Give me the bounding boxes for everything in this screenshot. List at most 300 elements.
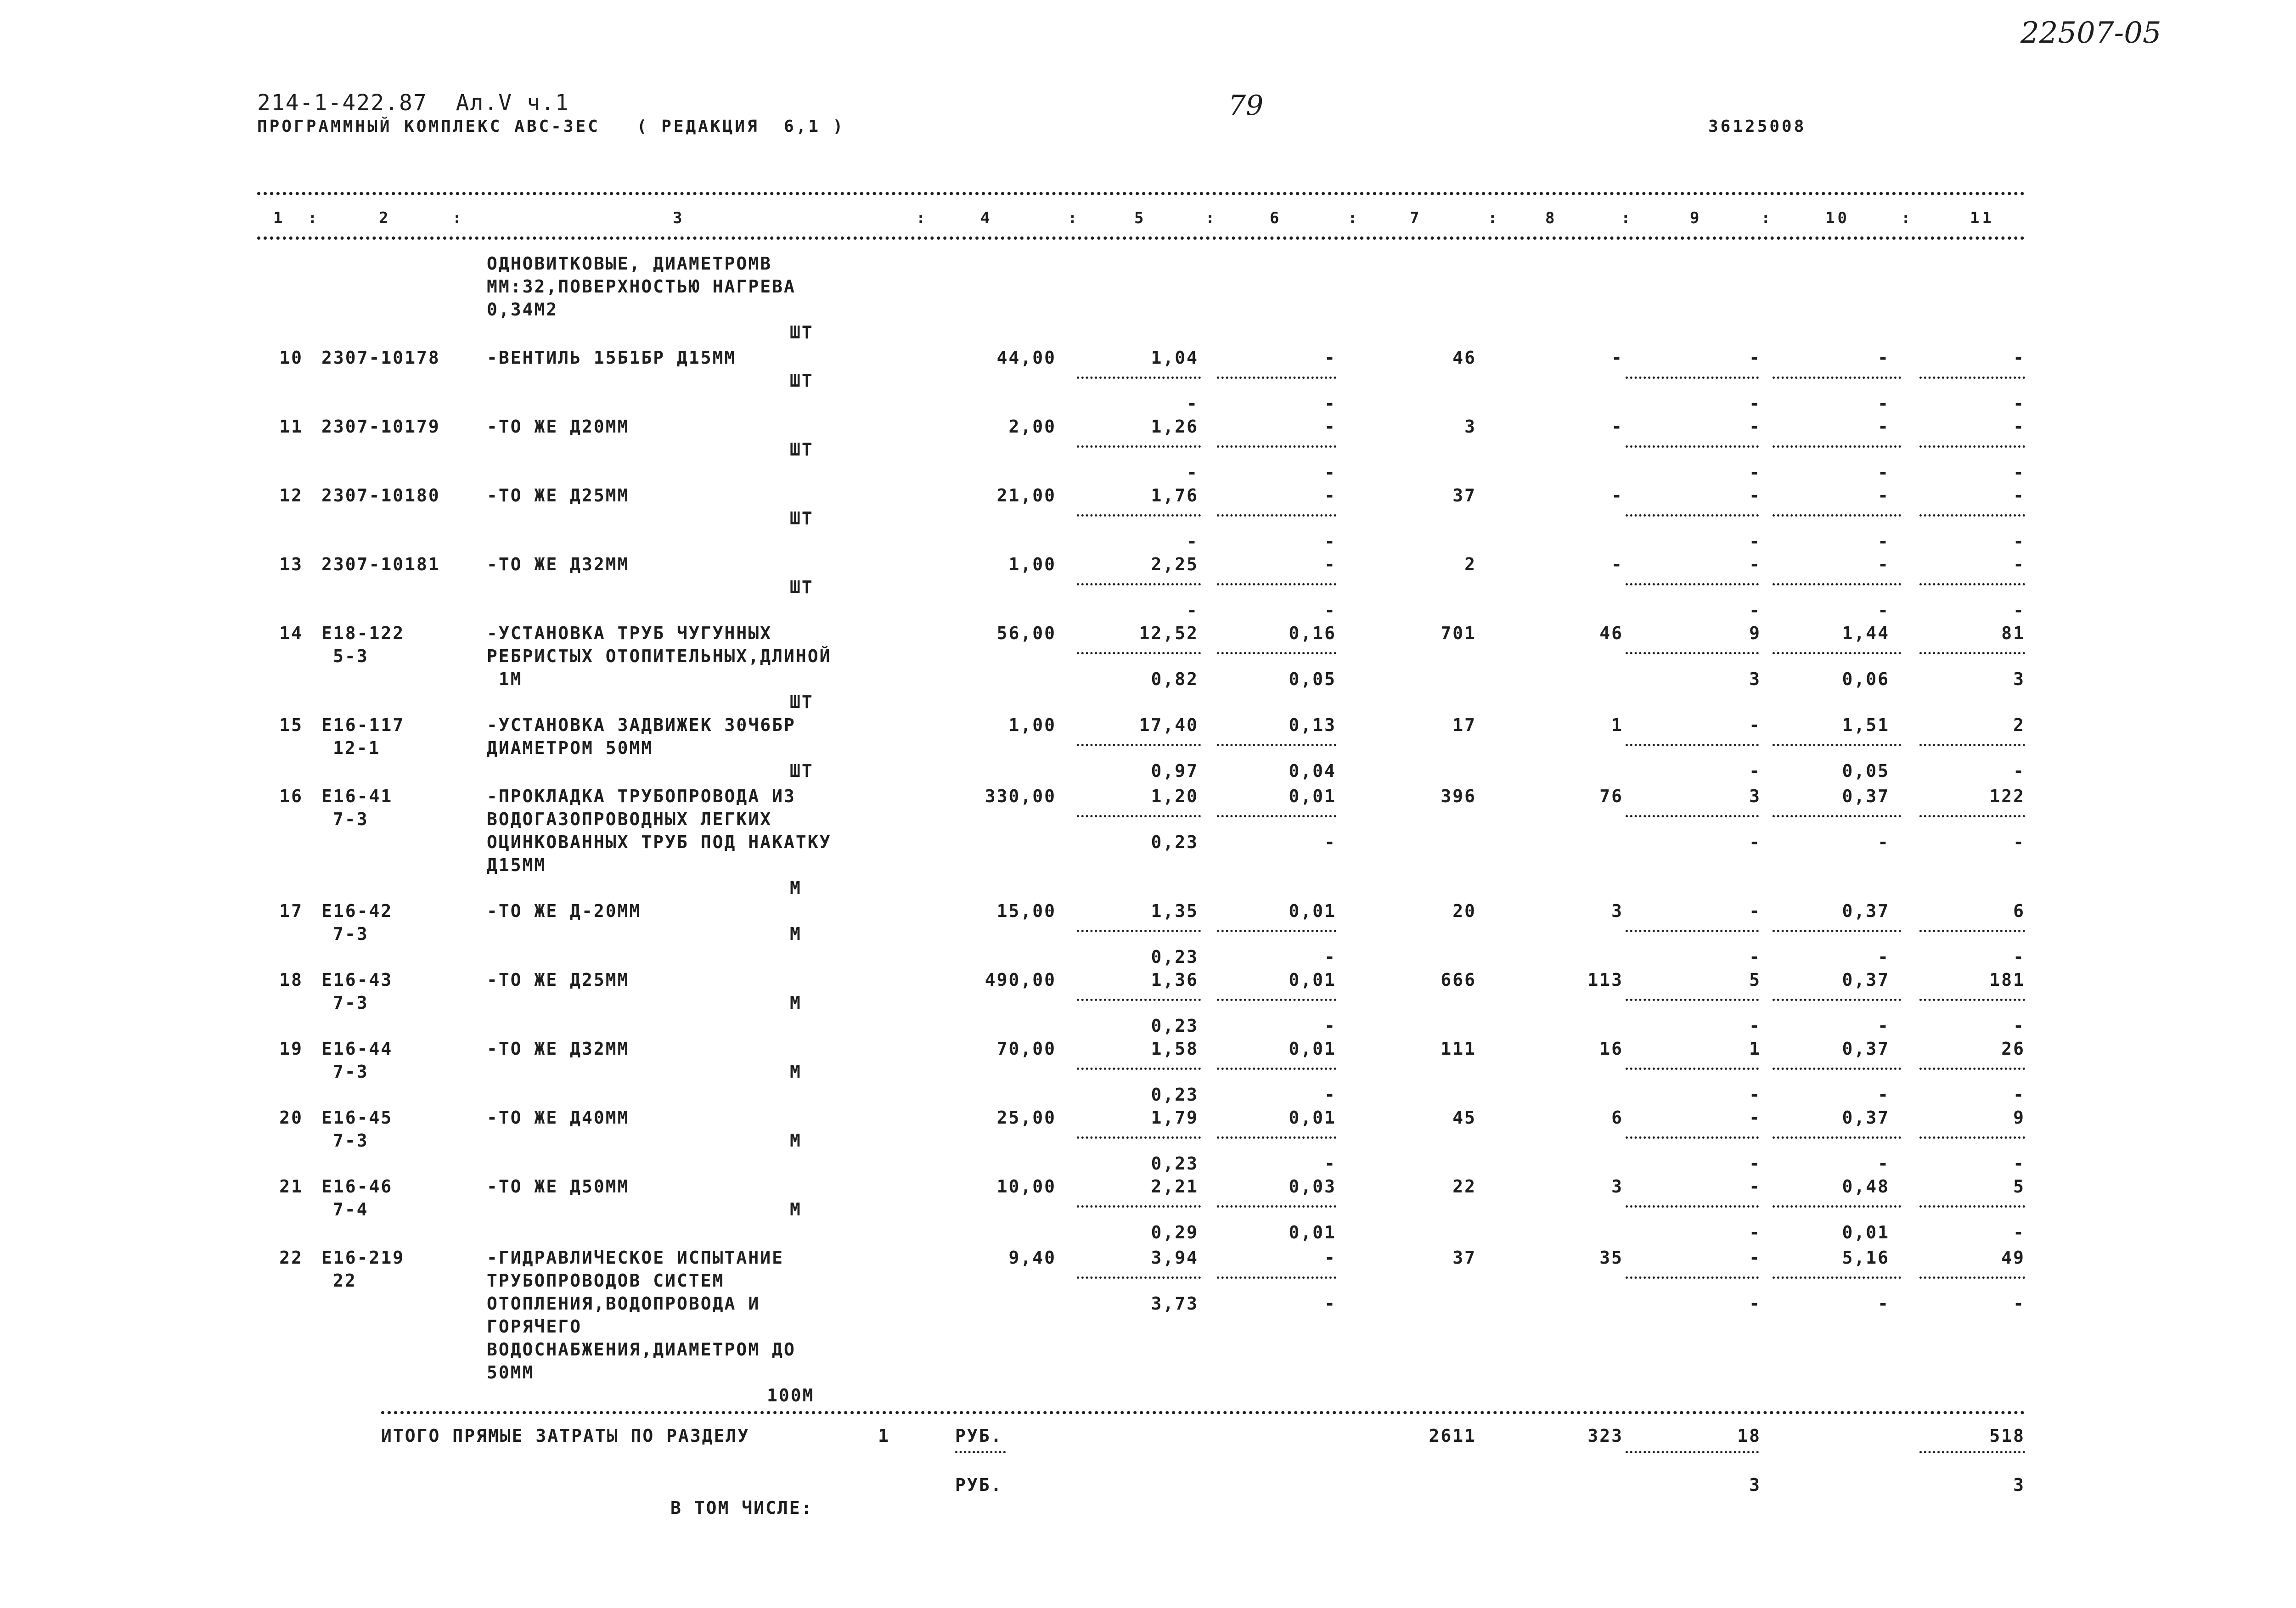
subcell-s6: - xyxy=(1324,462,1336,483)
cell-separator xyxy=(1773,445,1901,448)
cell-c11: - xyxy=(2013,416,2025,437)
work-description: -ВЕНТИЛЬ 15Б1БР Д15ММ xyxy=(487,348,737,368)
subcell-s10: - xyxy=(1878,600,1890,620)
cell-c11: 9 xyxy=(2013,1108,2025,1128)
subcell-s5: - xyxy=(1187,600,1199,620)
subcell-s5: 0,23 xyxy=(1151,947,1199,967)
cell-c5: 2,21 xyxy=(1151,1176,1199,1197)
cell-c10: 0,48 xyxy=(1842,1176,1890,1197)
subcell-s5: 0,29 xyxy=(1151,1222,1199,1243)
column-separator: : xyxy=(916,209,929,227)
cell-separator xyxy=(1773,1136,1901,1139)
cell-separator xyxy=(1626,377,1759,379)
cell-separator xyxy=(1773,652,1901,654)
row-number: 21 xyxy=(279,1176,303,1197)
cell-c11: - xyxy=(2013,485,2025,506)
cell-separator xyxy=(1217,1205,1336,1208)
column-separator: : xyxy=(1068,209,1080,227)
cell-c6: - xyxy=(1324,485,1336,506)
work-description: -ТО ЖЕ Д32ММ xyxy=(487,1039,630,1059)
unit-of-measure: ШТ xyxy=(790,322,814,343)
row-number: 22 xyxy=(279,1248,303,1268)
cell-c10: - xyxy=(1878,348,1890,368)
cell-separator xyxy=(1626,583,1759,585)
cell-c6: 0,01 xyxy=(1289,970,1336,990)
total-top-rule xyxy=(381,1411,2025,1414)
cell-c6: - xyxy=(1324,554,1336,574)
cell-c8: 1 xyxy=(1611,715,1623,735)
subcell-s9: 3 xyxy=(1749,669,1761,689)
cell-c11: 2 xyxy=(2013,715,2025,735)
work-description: -ТО ЖЕ Д50ММ xyxy=(487,1176,630,1197)
cell-c5: 1,58 xyxy=(1151,1039,1199,1059)
subcell-s9: - xyxy=(1749,1293,1761,1314)
cell-c9: 5 xyxy=(1749,970,1761,990)
cell-c5: 1,20 xyxy=(1151,786,1199,806)
cell-separator xyxy=(1626,1136,1759,1139)
cell-c10: 1,51 xyxy=(1842,715,1890,735)
cell-separator xyxy=(1773,999,1901,1001)
cell-c8: 3 xyxy=(1611,901,1623,921)
work-description: ОЦИНКОВАННЫХ ТРУБ ПОД НАКАТКУ xyxy=(487,832,832,852)
work-description: ГОРЯЧЕГО xyxy=(487,1316,582,1337)
cell-c7: 701 xyxy=(1441,623,1476,643)
cell-c10: - xyxy=(1878,416,1890,437)
price-code: 2307-10180 xyxy=(321,485,440,506)
unit-of-measure: М xyxy=(790,993,802,1013)
cell-c8: 16 xyxy=(1599,1039,1623,1059)
cell-separator xyxy=(1773,377,1901,379)
cell-c5: 1,35 xyxy=(1151,901,1199,921)
work-description: 1М xyxy=(487,669,523,689)
subcell-s9: - xyxy=(1749,462,1761,483)
subcell-s9: - xyxy=(1749,1153,1761,1174)
price-code: 7-3 xyxy=(333,993,369,1013)
cell-separator xyxy=(1626,930,1759,932)
cell-separator xyxy=(1919,815,2025,817)
subcell-s6: 0,01 xyxy=(1289,1222,1336,1243)
cell-separator xyxy=(1919,445,2025,448)
cell-separator xyxy=(1919,1068,2025,1070)
table-top-rule xyxy=(257,192,2025,195)
row-number: 12 xyxy=(279,485,303,506)
work-description: -ТО ЖЕ Д25ММ xyxy=(487,485,630,506)
price-code: Е16-46 xyxy=(321,1176,393,1197)
column-number: 6 xyxy=(1270,209,1282,227)
cell-qty: 9,40 xyxy=(1008,1248,1056,1268)
cell-c5: 12,52 xyxy=(1139,623,1199,643)
cell-c8: - xyxy=(1611,348,1623,368)
subcell-s9: - xyxy=(1749,600,1761,620)
cell-separator xyxy=(1626,445,1759,448)
subcell-s11: - xyxy=(2013,1222,2025,1243)
cell-separator xyxy=(1919,930,2025,932)
subcell-s6: - xyxy=(1324,1293,1336,1314)
subcell-s11: - xyxy=(2013,531,2025,551)
price-code: Е16-117 xyxy=(321,715,405,735)
cell-c7: 45 xyxy=(1452,1108,1476,1128)
price-code: Е16-41 xyxy=(321,786,393,806)
total-label: ИТОГО ПРЯМЫЕ ЗАТРАТЫ ПО РАЗДЕЛУ xyxy=(381,1426,750,1446)
cell-separator xyxy=(1773,1276,1901,1279)
total-separator xyxy=(1626,1451,1759,1453)
subcell-s11: - xyxy=(2013,600,2025,620)
cell-c11: - xyxy=(2013,348,2025,368)
subcell-s9: - xyxy=(1749,1085,1761,1105)
cell-c9: - xyxy=(1749,554,1761,574)
price-code: Е16-42 xyxy=(321,901,393,921)
cell-separator xyxy=(1626,1276,1759,1279)
unit-of-measure: ШТ xyxy=(790,761,814,781)
subcell-s5: 0,23 xyxy=(1151,832,1199,852)
cell-c5: 1,04 xyxy=(1151,348,1199,368)
work-description: ВОДОГАЗОПРОВОДНЫХ ЛЕГКИХ xyxy=(487,809,772,829)
subcell-s10: - xyxy=(1878,1016,1890,1036)
cell-separator xyxy=(1626,1205,1759,1208)
cell-qty: 2,00 xyxy=(1008,416,1056,437)
column-separator: : xyxy=(1761,209,1773,227)
total-separator xyxy=(955,1451,1006,1453)
cell-separator xyxy=(1773,815,1901,817)
cell-separator xyxy=(1773,1205,1901,1208)
cell-c6: 0,01 xyxy=(1289,901,1336,921)
column-number: 11 xyxy=(1970,209,1994,227)
cell-separator xyxy=(1077,1136,1201,1139)
cell-c9: - xyxy=(1749,901,1761,921)
subcell-s11: - xyxy=(2013,1293,2025,1314)
subcell-s5: - xyxy=(1187,531,1199,551)
total-col9: 18 xyxy=(1737,1426,1761,1446)
cell-c7: 111 xyxy=(1441,1039,1476,1059)
price-code: Е18-122 xyxy=(321,623,405,643)
cell-separator xyxy=(1077,583,1201,585)
cell-c10: 1,44 xyxy=(1842,623,1890,643)
cell-c10: 0,37 xyxy=(1842,901,1890,921)
cell-separator xyxy=(1919,514,2025,517)
cell-c5: 1,36 xyxy=(1151,970,1199,990)
cell-c7: 2 xyxy=(1464,554,1476,574)
cell-c10: - xyxy=(1878,485,1890,506)
cell-c5: 17,40 xyxy=(1139,715,1199,735)
cell-c8: - xyxy=(1611,485,1623,506)
subcell-s11: - xyxy=(2013,761,2025,781)
cell-c10: 0,37 xyxy=(1842,1108,1890,1128)
cell-c8: 35 xyxy=(1599,1248,1623,1268)
column-separator: : xyxy=(308,209,320,227)
cell-separator xyxy=(1217,514,1336,517)
subcell-s6: - xyxy=(1324,1016,1336,1036)
cell-c8: 113 xyxy=(1587,970,1623,990)
total-col8: 323 xyxy=(1587,1426,1623,1446)
subcell-s11: - xyxy=(2013,832,2025,852)
unit-of-measure: ШТ xyxy=(790,577,814,597)
subcell-s5: 0,23 xyxy=(1151,1153,1199,1174)
row-number: 10 xyxy=(279,348,303,368)
cell-c7: 3 xyxy=(1464,416,1476,437)
subcell-s10: - xyxy=(1878,1293,1890,1314)
cell-separator xyxy=(1773,1068,1901,1070)
cell-separator xyxy=(1919,1276,2025,1279)
total-section-number: 1 xyxy=(878,1426,890,1446)
price-code: 22 xyxy=(333,1271,357,1291)
subcell-s11: - xyxy=(2013,394,2025,414)
price-code: 7-3 xyxy=(333,1130,369,1151)
subcell-s10: - xyxy=(1878,832,1890,852)
cell-separator xyxy=(1077,514,1201,517)
column-number: 9 xyxy=(1690,209,1702,227)
cell-separator xyxy=(1077,930,1201,932)
subcell-s6: - xyxy=(1324,600,1336,620)
cell-c9: 3 xyxy=(1749,786,1761,806)
cell-separator xyxy=(1626,815,1759,817)
cell-c11: 49 xyxy=(2001,1248,2025,1268)
work-description: Д15ММ xyxy=(487,855,546,875)
subcell-s10: - xyxy=(1878,947,1890,967)
cell-separator xyxy=(1077,445,1201,448)
subcell-s11: - xyxy=(2013,462,2025,483)
subcell-s5: - xyxy=(1187,462,1199,483)
cell-separator xyxy=(1919,999,2025,1001)
price-code: 7-3 xyxy=(333,924,369,944)
price-code: 2307-10181 xyxy=(321,554,440,574)
header-bottom-rule xyxy=(257,236,2025,240)
column-separator: : xyxy=(1488,209,1500,227)
cell-separator xyxy=(1626,744,1759,746)
subcell-s11: - xyxy=(2013,1085,2025,1105)
total-col9-sub: 3 xyxy=(1749,1475,1761,1495)
cell-c5: 1,26 xyxy=(1151,416,1199,437)
work-description: 0,34М2 xyxy=(487,299,558,320)
work-description: ОТОПЛЕНИЯ,ВОДОПРОВОДА И xyxy=(487,1293,760,1314)
subcell-s6: - xyxy=(1324,947,1336,967)
total-col11: 518 xyxy=(1989,1426,2025,1446)
cell-separator xyxy=(1773,930,1901,932)
cell-separator xyxy=(1217,744,1336,746)
subcell-s6: 0,05 xyxy=(1289,669,1336,689)
row-number: 14 xyxy=(279,623,303,643)
price-code: 2307-10178 xyxy=(321,348,440,368)
cell-c8: - xyxy=(1611,554,1623,574)
cell-c11: 26 xyxy=(2001,1039,2025,1059)
unit-of-measure: М xyxy=(790,924,802,944)
cell-c6: 0,03 xyxy=(1289,1176,1336,1197)
price-code: 2307-10179 xyxy=(321,416,440,437)
cell-separator xyxy=(1919,744,2025,746)
subcell-s9: - xyxy=(1749,394,1761,414)
unit-of-measure: М xyxy=(790,1130,802,1151)
unit-of-measure: М xyxy=(790,1199,802,1220)
cell-c8: 3 xyxy=(1611,1176,1623,1197)
cell-c7: 46 xyxy=(1452,348,1476,368)
document-id: 36125008 xyxy=(1708,117,1806,136)
cell-c6: - xyxy=(1324,416,1336,437)
cell-separator xyxy=(1919,652,2025,654)
subcell-s5: 3,73 xyxy=(1151,1293,1199,1314)
cell-c7: 22 xyxy=(1452,1176,1476,1197)
cell-separator xyxy=(1217,999,1336,1001)
cell-separator xyxy=(1077,652,1201,654)
cell-qty: 1,00 xyxy=(1008,554,1056,574)
cell-qty: 21,00 xyxy=(996,485,1056,506)
subcell-s11: - xyxy=(2013,947,2025,967)
cell-separator xyxy=(1919,377,2025,379)
column-separator: : xyxy=(1901,209,1913,227)
cell-c10: 0,37 xyxy=(1842,786,1890,806)
column-separator: : xyxy=(1348,209,1360,227)
cell-separator xyxy=(1217,377,1336,379)
column-number: 4 xyxy=(980,209,993,227)
cell-c9: - xyxy=(1749,715,1761,735)
column-number: 10 xyxy=(1825,209,1850,227)
cell-c9: - xyxy=(1749,416,1761,437)
price-code: 7-3 xyxy=(333,1062,369,1082)
row-number: 16 xyxy=(279,786,303,806)
cell-separator xyxy=(1217,815,1336,817)
cell-separator xyxy=(1217,1136,1336,1139)
work-description: ДИАМЕТРОМ 50ММ xyxy=(487,738,653,758)
cell-c5: 1,79 xyxy=(1151,1108,1199,1128)
cell-c7: 17 xyxy=(1452,715,1476,735)
subcell-s10: - xyxy=(1878,462,1890,483)
subcell-s10: 0,06 xyxy=(1842,669,1890,689)
cell-c10: 0,37 xyxy=(1842,1039,1890,1059)
cell-separator xyxy=(1077,999,1201,1001)
subcell-s10: - xyxy=(1878,394,1890,414)
subcell-s5: 0,97 xyxy=(1151,761,1199,781)
price-code: 7-3 xyxy=(333,809,369,829)
work-description: -УСТАНОВКА ЗАДВИЖЕК 30Ч6БР xyxy=(487,715,796,735)
work-description: -ТО ЖЕ Д-20ММ xyxy=(487,901,642,921)
row-number: 18 xyxy=(279,970,303,990)
cell-c6: - xyxy=(1324,348,1336,368)
row-number: 20 xyxy=(279,1108,303,1128)
subcell-s5: 0,82 xyxy=(1151,669,1199,689)
cell-c5: 3,94 xyxy=(1151,1248,1199,1268)
cell-separator xyxy=(1217,930,1336,932)
unit-of-measure: ШТ xyxy=(790,692,814,712)
cell-separator xyxy=(1217,1276,1336,1279)
cell-separator xyxy=(1217,583,1336,585)
total-separator xyxy=(1919,1451,2025,1453)
cell-c6: 0,01 xyxy=(1289,1108,1336,1128)
work-description: -ТО ЖЕ Д25ММ xyxy=(487,970,630,990)
cell-separator xyxy=(1773,514,1901,517)
subcell-s6: - xyxy=(1324,394,1336,414)
cell-c10: - xyxy=(1878,554,1890,574)
subcell-s5: 0,23 xyxy=(1151,1085,1199,1105)
subcell-s9: - xyxy=(1749,531,1761,551)
subcell-s5: 0,23 xyxy=(1151,1016,1199,1036)
unit-of-measure: М xyxy=(790,1062,802,1082)
cell-c10: 0,37 xyxy=(1842,970,1890,990)
subcell-s10: 0,05 xyxy=(1842,761,1890,781)
subcell-s6: - xyxy=(1324,1153,1336,1174)
price-code: 5-3 xyxy=(333,646,369,666)
total-currency-2: РУБ. xyxy=(955,1475,1003,1495)
cell-c11: 181 xyxy=(1989,970,2025,990)
cell-separator xyxy=(1626,652,1759,654)
cell-separator xyxy=(1077,744,1201,746)
price-code: Е16-44 xyxy=(321,1039,393,1059)
column-number: 2 xyxy=(379,209,391,227)
cell-c8: 46 xyxy=(1599,623,1623,643)
column-number: 7 xyxy=(1410,209,1422,227)
cell-separator xyxy=(1773,744,1901,746)
cell-c9: - xyxy=(1749,348,1761,368)
price-code: Е16-45 xyxy=(321,1108,393,1128)
column-separator: : xyxy=(452,209,465,227)
subcell-s9: - xyxy=(1749,761,1761,781)
unit-of-measure: М xyxy=(790,878,802,898)
cell-c11: 6 xyxy=(2013,901,2025,921)
cell-qty: 56,00 xyxy=(996,623,1056,643)
cell-c10: 5,16 xyxy=(1842,1248,1890,1268)
work-description: ОДНОВИТКОВЫЕ, ДИАМЕТРОМВ xyxy=(487,253,772,274)
cell-qty: 44,00 xyxy=(996,348,1056,368)
cell-separator xyxy=(1217,652,1336,654)
cell-c8: - xyxy=(1611,416,1623,437)
subcell-s9: - xyxy=(1749,1016,1761,1036)
subcell-s6: - xyxy=(1324,832,1336,852)
row-number: 19 xyxy=(279,1039,303,1059)
work-description: -ТО ЖЕ Д40ММ xyxy=(487,1108,630,1128)
subcell-s10: - xyxy=(1878,1085,1890,1105)
subcell-s11: 3 xyxy=(2013,669,2025,689)
cell-c9: - xyxy=(1749,1176,1761,1197)
corner-handwritten-note: 22507-05 xyxy=(2020,16,2161,50)
cell-c7: 396 xyxy=(1441,786,1476,806)
cell-c11: 122 xyxy=(1989,786,2025,806)
total-currency: РУБ. xyxy=(955,1426,1003,1446)
column-number: 3 xyxy=(673,209,685,227)
row-number: 13 xyxy=(279,554,303,574)
unit-of-measure: ШТ xyxy=(790,439,814,460)
cell-qty: 25,00 xyxy=(996,1108,1056,1128)
row-number: 17 xyxy=(279,901,303,921)
page-number: 79 xyxy=(1228,90,1264,122)
cell-separator xyxy=(1919,583,2025,585)
cell-separator xyxy=(1077,1068,1201,1070)
cell-c6: 0,01 xyxy=(1289,786,1336,806)
total-col11-sub: 3 xyxy=(2013,1475,2025,1495)
cell-c8: 6 xyxy=(1611,1108,1623,1128)
subcell-s9: - xyxy=(1749,1222,1761,1243)
work-description: РЕБРИСТЫХ ОТОПИТЕЛЬНЫХ,ДЛИНОЙ xyxy=(487,646,832,666)
cell-qty: 10,00 xyxy=(996,1176,1056,1197)
column-number: 8 xyxy=(1545,209,1558,227)
cell-separator xyxy=(1626,999,1759,1001)
cell-c9: - xyxy=(1749,485,1761,506)
price-code: Е16-43 xyxy=(321,970,393,990)
cell-c11: - xyxy=(2013,554,2025,574)
cell-separator xyxy=(1217,1068,1336,1070)
cell-separator xyxy=(1077,377,1201,379)
cell-separator xyxy=(1077,1276,1201,1279)
document-code: 214-1-422.87 Ал.V ч.1 xyxy=(257,90,569,116)
row-number: 11 xyxy=(279,416,303,437)
subcell-s11: - xyxy=(2013,1016,2025,1036)
program-title: ПРОГРАММНЫЙ КОМПЛЕКС АВС-3ЕС ( РЕДАКЦИЯ 6,1 ) xyxy=(257,117,845,136)
cell-c9: 9 xyxy=(1749,623,1761,643)
cell-c7: 37 xyxy=(1452,1248,1476,1268)
price-code: 12-1 xyxy=(333,738,381,758)
cell-c6: 0,13 xyxy=(1289,715,1336,735)
work-description: -ГИДРАВЛИЧЕСКОЕ ИСПЫТАНИЕ xyxy=(487,1248,784,1268)
cell-separator xyxy=(1217,445,1336,448)
subcell-s6: - xyxy=(1324,1085,1336,1105)
subcell-s9: - xyxy=(1749,947,1761,967)
unit-of-measure: ШТ xyxy=(790,508,814,529)
